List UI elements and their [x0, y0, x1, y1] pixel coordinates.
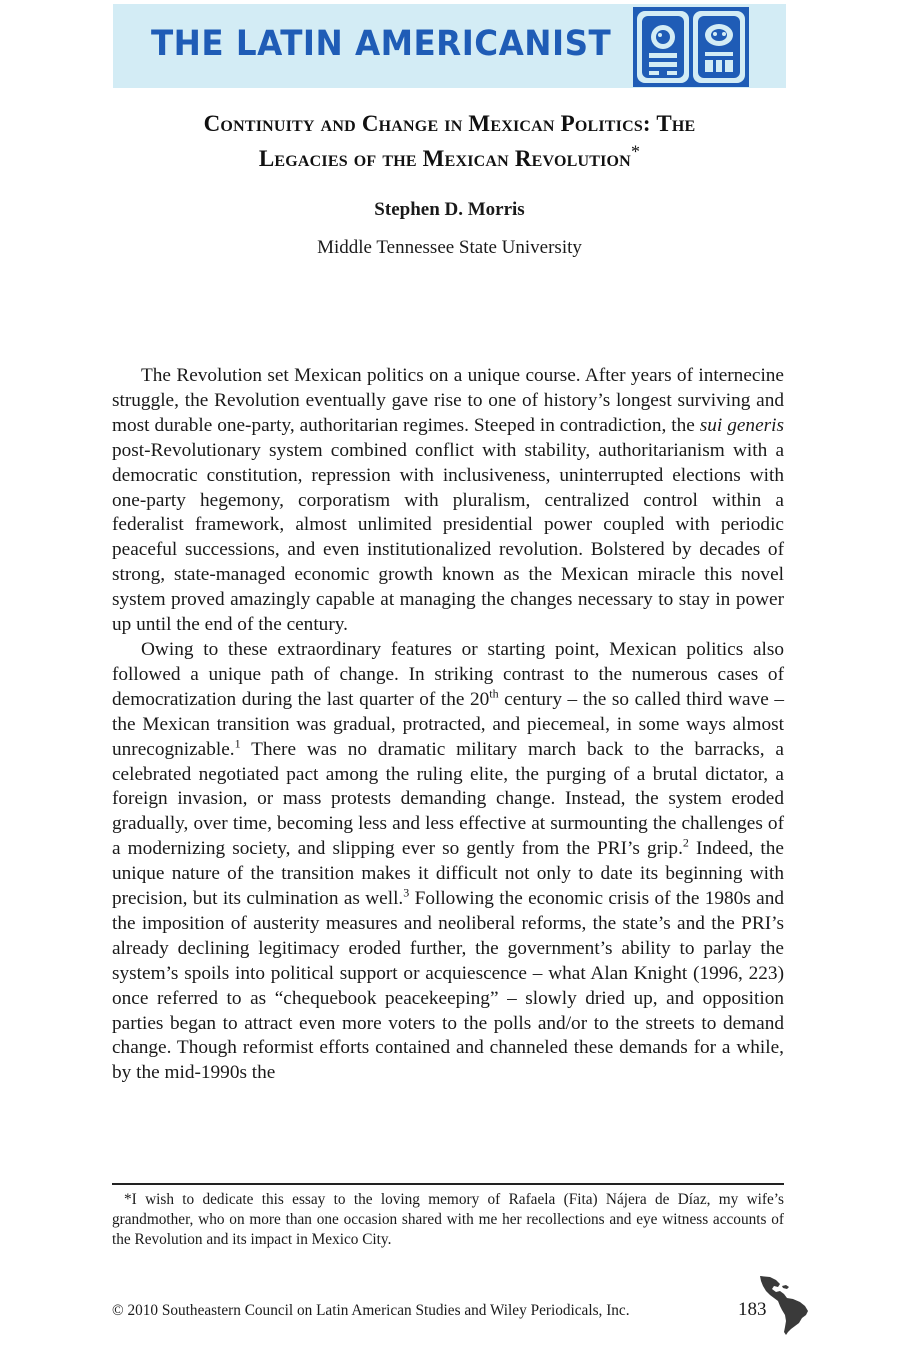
ordinal-superscript: th [489, 686, 499, 701]
article-body [112, 364, 784, 1086]
paragraph-text: Indeed, the unique nature of the transition makes it difficult not only to date its beginning with precision, but its culmination as well. [112, 838, 784, 910]
latin-america-map-icon [758, 1274, 810, 1336]
footnote-divider [112, 1183, 784, 1185]
paragraph-text: There was no dramatic military march back to the barracks, a celebrated negotiated pact among the ruling elite, the purging of a brutal dictator, a foreign invasion, or mass protests demanding change. Instead, the system eroded gradually, over time, becoming less and less effective at surmounting the challenges of a modernizing society, and slipping ever so gently from the PRI’s grip. [112, 738, 784, 860]
footnote-reference[interactable]: 2 [682, 835, 689, 850]
title-footnote-mark: * [630, 141, 641, 162]
author-affiliation: Middle Tennessee State University [317, 237, 582, 258]
article-title [113, 106, 786, 176]
footnote [112, 1190, 784, 1250]
footnote-reference[interactable]: 1 [234, 736, 241, 751]
paragraph-text: century – the so called third wave – the Mexican transition was gradual, protracted, and piecemeal, in some ways almost unrecognizable. [112, 688, 785, 760]
paragraph-text: Following the economic crisis of the 1980s and the imposition of austerity measures and neoliberal reforms, the state’s and the PRI’s already declining legitimacy eroded further, the government’s ability to parlay the system’s spoils into political support or acquiescence – what Alan Knight (1996, 223) once referred to as “chequebook peacekeeping” – slowly dried up, and opposition parties began to attract even more voters to the polls and/or to the streets to demand change. Though reformist efforts contained and channeled these demands for a while, by the mid-1990s the [112, 888, 784, 1084]
author-name: Stephen D. Morris [374, 199, 525, 220]
maya-glyph-icon [633, 7, 749, 87]
footnote-reference[interactable]: 3 [403, 885, 410, 900]
paragraph-text: post-Revolutionary system combined conflict with stability, authoritarianism with a democratic constitution, repression with inclusiveness, uninterrupted elections with one-party hegemony, corporatism with pluralism, centralized control within a federalist framework, almost unlimited presidential power coupled with periodic peaceful successions, and even institutionalized revolution. Bolstered by decades of strong, state-managed economic growth known as the Mexican miracle this novel system proved amazingly capable at managing the changes necessary to stay in power up until the end of the century. [112, 439, 784, 636]
footnote-mark: * [124, 1191, 132, 1208]
journal-banner [113, 4, 786, 88]
copyright-notice: © 2010 Southeastern Council on Latin American Studies and Wiley Periodicals, Inc. [112, 1302, 630, 1319]
journal-title: THE LATIN AMERICANIST [151, 24, 612, 64]
article-title-line-2-text: Legacies of the Mexican Revolution [258, 146, 631, 171]
body-paragraph-1 [112, 364, 784, 638]
paragraph-text: Owing to these extraordinary features or starting point, Mexican politics also followed a unique path of change. In striking contrast to the numerous cases of democratization during the last quarter of the 20 [112, 638, 784, 710]
page-number: 183 [738, 1299, 767, 1320]
footnote-text: I wish to dedicate this essay to the loving memory of Rafaela (Fita) Nájera de Díaz, my wife’s grandmother, who on more than one occasion shared with me her recollections and eye witness accounts of the Revolution and its impact in Mexico City. [112, 1191, 784, 1248]
italic-phrase: sui generis [699, 414, 784, 436]
paragraph-text: The Revolution set Mexican politics on a unique course. After years of internecine struggle, the Revolution eventually gave rise to one of history’s longest surviving and most durable one-party, authoritarian regimes. Steeped in contradiction, the [112, 365, 784, 436]
body-paragraph-2 [112, 638, 784, 1086]
article-title-line-1: Continuity and Change in Mexican Politics: The [203, 111, 696, 136]
article-title-line-2 [113, 141, 786, 176]
